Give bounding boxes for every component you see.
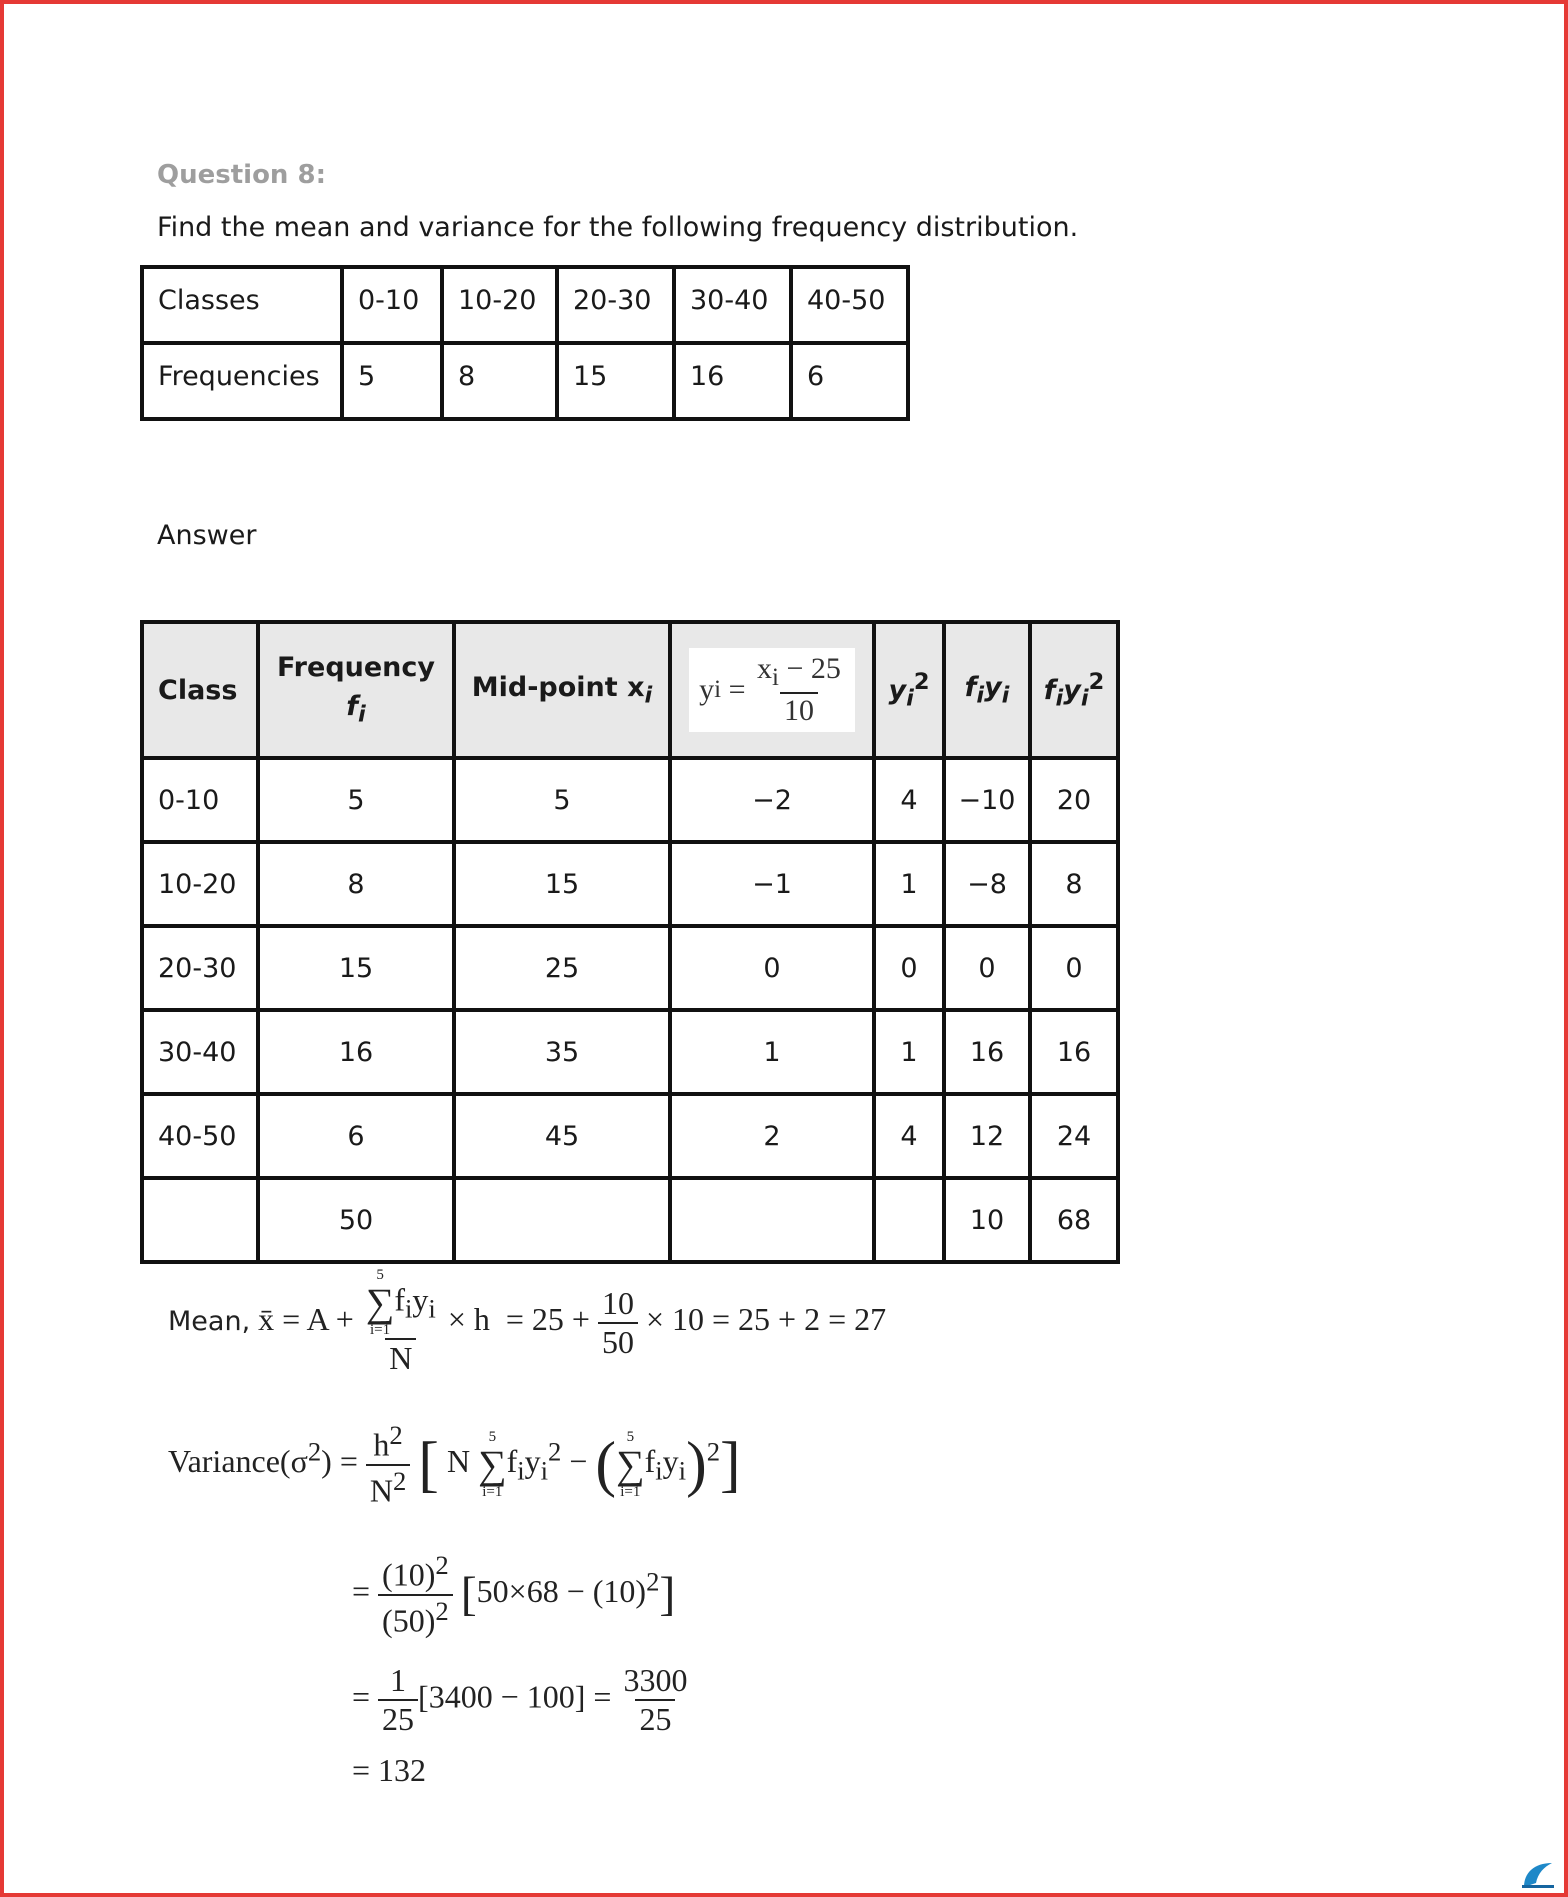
question-title: Question 8: <box>157 160 326 190</box>
variance-term1-sup: 2 <box>548 1436 562 1467</box>
variance-n: N <box>369 1472 393 1509</box>
variance-step2-frac <box>378 1550 453 1639</box>
variance-step3-frac2 <box>619 1662 691 1738</box>
variance-term1-y: y <box>524 1443 541 1479</box>
cell-fy2: 24 <box>1030 1094 1118 1178</box>
header-fy-y: y <box>984 671 1002 703</box>
variance-step2-den-sup: 2 <box>435 1595 449 1626</box>
variance-term2-f-sub: i <box>655 1455 663 1486</box>
cell-frequency: 15 <box>258 926 454 1010</box>
variance-h-sup: 2 <box>389 1420 403 1450</box>
table-row <box>142 926 1118 1010</box>
y-formula-lhs-sub: i <box>714 676 722 703</box>
header-frequency-label: Frequency <box>276 652 436 684</box>
right-bracket-icon: ] <box>720 1430 741 1499</box>
cell-frequency: 8 <box>258 842 454 926</box>
class-cell: 40-50 <box>791 267 908 343</box>
cell-y-squared: 1 <box>874 1010 944 1094</box>
cell-fy: 16 <box>944 1010 1030 1094</box>
variance-minus: − <box>569 1443 588 1479</box>
variance-sum1-bottom: i=1 <box>482 1483 503 1500</box>
cell-y: 0 <box>670 926 874 1010</box>
mean-frac2-num: 10 <box>601 1284 634 1321</box>
left-paren-icon: ( <box>595 1430 617 1499</box>
cell-y: 2 <box>670 1094 874 1178</box>
sigma-icon: ∑ <box>365 1280 395 1325</box>
y-formula-fraction <box>753 652 845 728</box>
cell-frequency: 16 <box>258 1010 454 1094</box>
variance-step3-num: 1 <box>390 1662 407 1698</box>
table-row <box>142 758 1118 842</box>
left-bracket-icon: [ <box>418 1430 439 1499</box>
total-y-squared <box>874 1178 944 1262</box>
answer-label: Answer <box>157 520 257 551</box>
sigma-icon: ∑ <box>478 1441 507 1487</box>
header-frequency-sub: i <box>358 701 366 728</box>
header-fy2-y-sub: i <box>1080 685 1089 712</box>
header-midpoint-sub: i <box>644 682 653 709</box>
y-formula-lhs: y <box>699 673 715 706</box>
header-row <box>142 622 1118 758</box>
mean-rhs1: = 25 + <box>505 1300 590 1337</box>
cell-y: −1 <box>670 842 874 926</box>
mean-frac2-den: 50 <box>598 1322 638 1361</box>
header-frequency-symbol: f <box>346 691 359 723</box>
mean-rhs2: × 10 = 25 + 2 = 27 <box>645 1300 887 1337</box>
table-row <box>142 1010 1118 1094</box>
cell-y: −2 <box>670 758 874 842</box>
table-row <box>142 842 1118 926</box>
cell-fy: −8 <box>944 842 1030 926</box>
cell-class: 30-40 <box>142 1010 258 1094</box>
mean-sum-f-sub: i <box>405 1293 413 1324</box>
header-y-squared-sup: 2 <box>913 668 930 695</box>
header-midpoint <box>454 622 670 758</box>
cell-frequency: 5 <box>258 758 454 842</box>
header-fy2 <box>1030 622 1118 758</box>
solution-table <box>140 620 1120 1264</box>
variance-term1-y-sub: i <box>540 1455 549 1486</box>
publisher-logo-icon <box>1520 1859 1556 1889</box>
cell-class: 10-20 <box>142 842 258 926</box>
cell-midpoint: 15 <box>454 842 670 926</box>
header-y-squared <box>874 622 944 758</box>
class-cell: 0-10 <box>342 267 442 343</box>
mean-formula <box>168 1268 886 1377</box>
cell-fy: −10 <box>944 758 1030 842</box>
variance-step2-bracket: 50×68 − (10) <box>476 1573 647 1609</box>
header-fy-y-sub: i <box>1001 682 1010 709</box>
mean-fraction <box>362 1268 440 1377</box>
cell-frequency: 6 <box>258 1094 454 1178</box>
table-row <box>142 343 908 419</box>
variance-term2-f: f <box>644 1443 656 1479</box>
total-fy2: 68 <box>1030 1178 1118 1262</box>
variance-sum2 <box>616 1430 645 1500</box>
mean-lhs: x̄ = A + <box>258 1300 354 1337</box>
mean-sum-top: 5 <box>376 1267 384 1283</box>
header-fy-f-sub: i <box>976 682 985 709</box>
variance-term1-f-sub: i <box>517 1455 525 1486</box>
frequency-cell: 8 <box>442 343 557 419</box>
row-header-classes: Classes <box>142 267 342 343</box>
variance-term1-f: f <box>506 1443 518 1479</box>
given-frequency-table <box>140 265 910 421</box>
variance-step3-num2: 3300 <box>623 1662 688 1698</box>
total-midpoint <box>454 1178 670 1262</box>
mean-sum-bottom: i=1 <box>370 1322 391 1338</box>
variance-step3-frac <box>378 1662 418 1738</box>
variance-result: = 132 <box>352 1752 427 1788</box>
sigma-icon: ∑ <box>616 1441 645 1487</box>
frequency-cell: 16 <box>674 343 791 419</box>
header-y-squared-symbol: y <box>888 674 907 706</box>
mean-sum-f: f <box>394 1281 405 1318</box>
cell-y: 1 <box>670 1010 874 1094</box>
variance-sigma-sup: 2 <box>307 1436 322 1467</box>
y-formula-num: x <box>757 652 772 685</box>
header-y-formula <box>670 622 874 758</box>
variance-h: h <box>373 1426 390 1463</box>
cell-midpoint: 35 <box>454 1010 670 1094</box>
cell-y-squared: 1 <box>874 842 944 926</box>
total-y <box>670 1178 874 1262</box>
variance-term2-y: y <box>662 1443 679 1479</box>
mean-sum-y-sub: i <box>428 1293 436 1324</box>
variance-sum2-bottom: i=1 <box>620 1483 641 1500</box>
variance-label: Variance <box>168 1443 280 1479</box>
y-formula: y i = $\frac{x_i - 25}{10}$ <box>689 648 855 732</box>
row-header-frequencies: Frequencies <box>142 343 342 419</box>
variance-step2-num-sup: 2 <box>435 1550 449 1580</box>
header-midpoint-label: Mid-point x <box>471 671 645 703</box>
cell-y-squared: 4 <box>874 1094 944 1178</box>
frequency-cell: 6 <box>791 343 908 419</box>
cell-class: 40-50 <box>142 1094 258 1178</box>
variance-sum1-top: 5 <box>488 1428 497 1445</box>
variance-step3: = $\frac{1}{25}$ [3400 − 100] = $\frac{3300}{25}$ <box>352 1662 691 1738</box>
totals-row <box>142 1178 1118 1262</box>
header-fy2-f-sub: i <box>1055 685 1064 712</box>
frequency-cell: 5 <box>342 343 442 419</box>
mean-frac2 <box>598 1285 638 1361</box>
frequency-cell: 15 <box>557 343 674 419</box>
variance-sum2-top: 5 <box>626 1428 635 1445</box>
cell-fy: 12 <box>944 1094 1030 1178</box>
total-fy: 10 <box>944 1178 1030 1262</box>
total-class <box>142 1178 258 1262</box>
mean-sum-y: y <box>412 1281 429 1318</box>
y-formula-num-rest: − 25 <box>778 652 841 685</box>
class-cell: 10-20 <box>442 267 557 343</box>
header-frequency <box>258 622 454 758</box>
header-fy2-sup: 2 <box>1088 668 1105 695</box>
variance-step2: = $\frac{(10)^2}{(50)^2}$ $[50\times 68 - (10)^2]$ <box>352 1550 676 1639</box>
header-fy <box>944 622 1030 758</box>
table-row <box>142 267 908 343</box>
class-cell: 30-40 <box>674 267 791 343</box>
variance-step3-bracket: 3400 − 100 <box>428 1678 575 1715</box>
variance-formula: $Variance(\sigma^2)$ = $\frac{h^2}{N^2}$ [ N 5 ∑ i=1 $f_iy_i^2$ − ( 5 ∑ i=1 $f_iy_i)^2$] <box>168 1420 741 1509</box>
cell-y-squared: 0 <box>874 926 944 1010</box>
mean-times-h: × h <box>447 1300 490 1337</box>
variance-term2-y-sub: i <box>678 1455 687 1486</box>
header-fy-f: f <box>964 671 977 703</box>
variance-sigma: σ <box>290 1443 308 1479</box>
mean-sum <box>366 1268 395 1338</box>
question-text: Find the mean and variance for the following frequency distribution. <box>157 212 1079 243</box>
variance-step3-den2: 25 <box>635 1699 675 1738</box>
total-frequency: 50 <box>258 1178 454 1262</box>
variance-sum1 <box>478 1430 507 1500</box>
table-row <box>142 1094 1118 1178</box>
cell-midpoint: 45 <box>454 1094 670 1178</box>
cell-fy2: 8 <box>1030 842 1118 926</box>
cell-fy2: 0 <box>1030 926 1118 1010</box>
header-fy2-f: f <box>1043 674 1056 706</box>
cell-midpoint: 5 <box>454 758 670 842</box>
cell-fy: 0 <box>944 926 1030 1010</box>
mean-label: Mean, <box>168 1305 251 1337</box>
variance-n-sup: 2 <box>392 1465 407 1496</box>
y-formula-num-sub: i <box>772 664 779 691</box>
variance-step2-den: (50) <box>382 1602 436 1639</box>
y-formula-den: 10 <box>780 692 818 728</box>
header-y-squared-sub: i <box>906 685 914 712</box>
right-bracket-icon: ] <box>659 1567 676 1621</box>
cell-fy2: 16 <box>1030 1010 1118 1094</box>
header-fy2-y: y <box>1063 674 1081 706</box>
mean-den: N <box>385 1338 416 1377</box>
cell-class: 0-10 <box>142 758 258 842</box>
variance-N: N <box>446 1443 471 1479</box>
cell-y-squared: 4 <box>874 758 944 842</box>
class-cell: 20-30 <box>557 267 674 343</box>
cell-class: 20-30 <box>142 926 258 1010</box>
variance-step2-num: (10) <box>382 1556 436 1593</box>
left-bracket-icon: [ <box>460 1567 477 1621</box>
variance-step3-den: 25 <box>378 1699 418 1738</box>
cell-midpoint: 25 <box>454 926 670 1010</box>
variance-outer-sup: 2 <box>706 1436 721 1467</box>
right-paren-icon: ) <box>686 1430 707 1499</box>
header-class: Class <box>142 622 258 758</box>
variance-h2-frac <box>366 1420 410 1509</box>
cell-fy2: 20 <box>1030 758 1118 842</box>
variance-step2-bracket-sup: 2 <box>646 1566 660 1597</box>
